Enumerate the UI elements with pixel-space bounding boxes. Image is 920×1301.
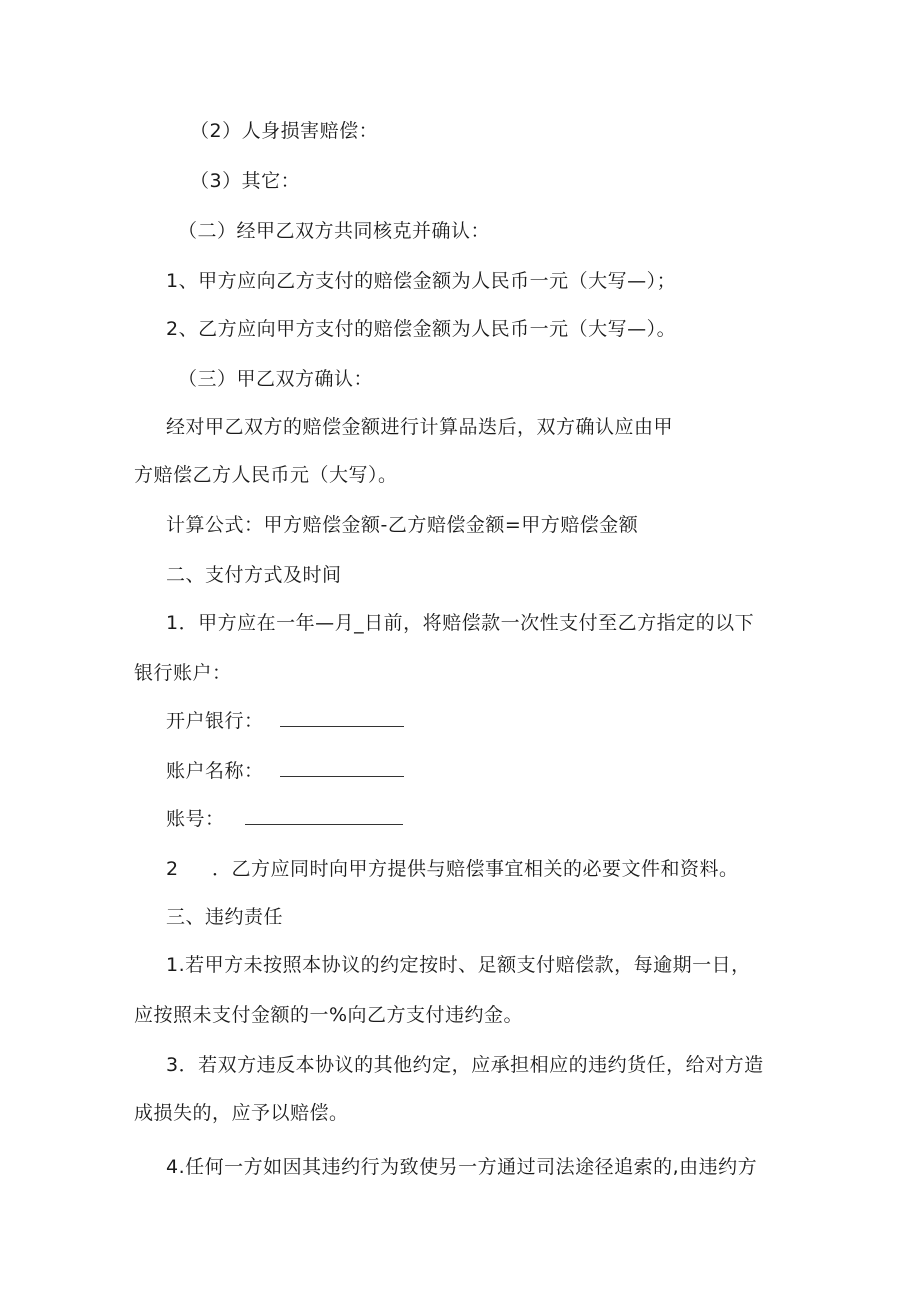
breach-clause-1-continued: 应按照未支付金额的一%向乙方支付违约金。 xyxy=(134,1004,524,1026)
breach-clause-1: 1.若甲方未按照本协议的约定按时、足额支付赔偿款，每逾期一日， xyxy=(166,954,751,976)
heading-payment-method: 二、支付方式及时间 xyxy=(166,564,342,586)
payment-clause-1-continued: 银行账户： xyxy=(134,662,232,684)
bank-name-row xyxy=(166,708,404,734)
payment-clause-2-number: 2 xyxy=(166,858,179,880)
breach-clause-3-continued: 成损失的，应予以赔偿。 xyxy=(134,1102,349,1124)
breach-clause-4: 4.任何一方如因其违约行为致使另一方通过司法途径追索的,由违约方 xyxy=(166,1156,758,1178)
item-personal-injury: （2）人身损害赔偿： xyxy=(190,120,379,142)
bank-name-blank xyxy=(280,708,404,727)
payment-clause-2-text: ．乙方应同时向甲方提供与赔偿事宜相关的必要文件和资料。 xyxy=(212,858,739,880)
confirmation-line-2: 方赔偿乙方人民币元（大写）。 xyxy=(134,464,398,486)
section-three-heading: （三）甲乙双方确认： xyxy=(178,368,374,390)
account-number-label: 账号： xyxy=(166,808,225,830)
item-other: （3）其它： xyxy=(190,170,301,192)
section-two-heading: （二）经甲乙双方共同核克并确认： xyxy=(178,220,491,242)
account-number-blank xyxy=(245,806,403,825)
bank-name-label: 开户银行： xyxy=(166,710,264,732)
account-name-blank xyxy=(280,758,404,777)
heading-breach-liability: 三、违约责任 xyxy=(166,906,284,928)
breach-clause-3: 3．若双方违反本协议的其他约定，应承担相应的违约货任，给对方造 xyxy=(166,1054,764,1076)
account-name-row xyxy=(166,758,404,784)
account-name-label: 账户名称： xyxy=(166,760,264,782)
confirmation-line-1: 经对甲乙双方的赔偿金额进行计算品迭后，双方确认应由甲 xyxy=(166,416,674,438)
clause-2-amount: 2、乙方应向甲方支付的赔偿金额为人民币一元（大写—）。 xyxy=(166,318,677,340)
payment-clause-1: 1．甲方应在一年—月_日前，将赔偿款一次性支付至乙方指定的以下 xyxy=(166,612,755,634)
calculation-formula: 计算公式：甲方赔偿金额-乙方赔偿金额=甲方赔偿金额 xyxy=(166,514,639,536)
clause-1-amount: 1、甲方应向乙方支付的赔偿金额为人民币一元（大写—）； xyxy=(166,270,677,292)
account-number-row xyxy=(166,806,403,832)
